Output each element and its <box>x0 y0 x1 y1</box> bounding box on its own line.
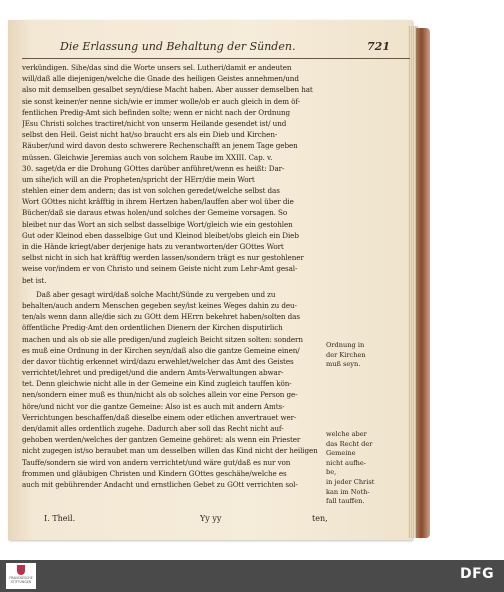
text-line: nicht zugegen ist/so beraubet man um desselben willen das Kind nicht der heiligen <box>22 446 318 456</box>
page-footer <box>22 514 328 526</box>
text-line: es muß eine Ordnung in der Kirchen seyn/daß also die gantze Gemeine einen/ <box>22 345 300 355</box>
text-line: sie sonst keiner/er nenne sich/wie er immer wolle/ob er auch gleich in dem öf- <box>22 96 300 106</box>
text-line: müssen. Gleichwie Jeremias auch von solchem Raube im XXIII. Cap. v. <box>22 152 273 162</box>
text-line: frommen und gläubigen Christen und Kindern GOttes geschähe/welche es <box>22 468 287 478</box>
margin-line: das Recht der <box>326 439 373 448</box>
text-line: Gut oder Kleinod eben dasselbige Gut und Kleinod bleibet/obs gleich ein Dieb <box>22 230 299 240</box>
text-line: Räuber/und wird davon desto schwerere Rechenschafft an jenem Tage geben <box>22 141 298 151</box>
text-line: verkündigen. Sihe/das sind die Worte unsers sel. Lutheri/damit er andeuten <box>22 63 292 72</box>
margin-line: welche aber <box>326 430 367 438</box>
shield-icon <box>17 565 25 575</box>
text-line: den/damit alles ordentlich zugehe. Dadurch aber soll das Recht nicht auf- <box>22 424 284 433</box>
signature-mark: Yy yy <box>200 514 222 523</box>
margin-line: muß seyn. <box>326 360 361 369</box>
text-line: Verrichtungen beschaffen/daß dieselbe einem oder etlichen anvertrauet wer- <box>22 412 297 422</box>
body-text <box>22 62 322 490</box>
text-line: bet ist. <box>22 275 47 285</box>
viewer-bottom-bar <box>0 560 504 592</box>
margin-line: Gemeine <box>326 449 356 458</box>
text-line: in die Hände kriegt/aber derjenige hats zu verantworten/der GOttes Wort <box>22 242 284 251</box>
text-line: selbst nicht in sich hat kräfftig werden lassen/sondern trägt es nur gestohlener <box>22 253 304 263</box>
text-line: öffentliche Predig-Amt den ordentlichen Dienern der Kirchen disputirlich <box>22 323 283 333</box>
page-number: 721 <box>367 40 390 53</box>
margin-line: be, <box>326 468 337 477</box>
text-line: stehlen einer dem andern; das ist von solchen geredet/welche selbst das <box>22 186 280 196</box>
text-line: Bücher/daß sie daraus etwas holen/und solches der Gemeine vorsagen. So <box>22 208 288 218</box>
franckesche-stiftungen-logo[interactable] <box>6 563 36 589</box>
dfg-logo[interactable]: DFG <box>460 566 495 582</box>
logo-text: FRANCKESCHE STIFTUNGEN <box>9 576 33 584</box>
text-line: ten/als wenn dann alle/die sich zu GOtt dem HErrn bekehret haben/solten das <box>22 312 300 322</box>
text-line: also mit demselben gesalbet seyn/diese Macht haben. Aber ausser demselben hat <box>22 85 313 95</box>
text-line: 30. saget/da er die Drohung GOttes darüber anführet/wenn es heißt: Dar- <box>22 163 285 173</box>
running-header <box>60 40 390 56</box>
text-line: machen und als ob sie alle predigen/und zugleich Beicht sitzen solten: sondern <box>22 334 303 344</box>
book-cover-edge <box>416 28 430 538</box>
text-line: Tauffe/sondern sie wird von andern verrichtet/und wäre gut/daß es nur von <box>22 457 291 467</box>
text-line: JEsu Christi solches tractiret/nicht von unserm Heilande gesendet ist/ und <box>22 118 287 128</box>
text-line: um sihe/ich will an die Propheten/spricht der HErr/die mein Wort <box>22 174 255 184</box>
margin-line: kan im Noth- <box>326 487 370 496</box>
marginal-note-baptism <box>326 430 374 507</box>
header-rule <box>22 58 410 59</box>
text-line: Daß aber gesagt wird/daß solche Macht/Sünde zu vergeben und zu <box>36 289 276 299</box>
part-label: I. Theil. <box>44 514 76 523</box>
text-line: weise vor/indem er von Christo und seinem Geiste nicht zum Lehr-Amt gesal- <box>22 264 298 274</box>
text-line: will/daß alle diejenigen/welche die Gnade des heiligen Geistes annehmen/und <box>22 74 299 84</box>
text-line: der davor tüchtig erkennet wird/dazu erwehlet/welcher das Amt des Geistes <box>22 356 294 366</box>
margin-line: der Kirchen <box>326 350 366 359</box>
text-line: behalten/auch andern Menschen gegeben sey/ist keines Weges dahin zu deu- <box>22 300 297 310</box>
text-line: Wort GOttes nicht kräfftig in ihrem Hertzen haben/lauffen aber wol über die <box>22 197 294 207</box>
margin-line: nicht aufhe- <box>326 458 367 467</box>
text-line: nen/sondern einer muß es thun/nicht als ob solches allein vor eine Person ge- <box>22 390 298 400</box>
text-line: höre/und nicht vor die gantze Gemeine: Also ist es auch mit andern Amts- <box>22 401 285 411</box>
text-line: gehoben werden/welches der gantzen Gemeine gehöret: als wenn ein Priester <box>22 435 301 445</box>
text-line: selbst den Heil. Geist nicht hat/so braucht ers als ein Dieb und Kirchen- <box>22 130 278 140</box>
text-line: tet. Denn gleichwie nicht alle in der Gemeine ein Kind zugleich tauffen kön- <box>22 379 292 389</box>
marginal-note-order <box>326 341 366 370</box>
margin-line: Ordnung in <box>326 341 365 349</box>
text-line: bleibet nur das Wort an sich selbst dasselbige Wort/gleich wie ein gestohlen <box>22 219 293 229</box>
running-title: Die Erlassung und Behaltung der Sünden. <box>60 40 296 53</box>
text-line: auch mit gebührender Andacht und ernstlichen Gebet zu GOtt verrichten sol- <box>22 479 298 489</box>
catchword: ten, <box>312 514 328 523</box>
text-line: verrichtet/lehret und prediget/und die andern Amts-Verwaltungen abwar- <box>22 368 284 378</box>
text-line: fentlichen Predig-Amt sich befinden solte; wenn er nicht nach der Ordnung <box>22 107 291 117</box>
margin-line: fall tauffen. <box>326 497 365 506</box>
margin-line: in jeder Christ <box>326 477 375 486</box>
